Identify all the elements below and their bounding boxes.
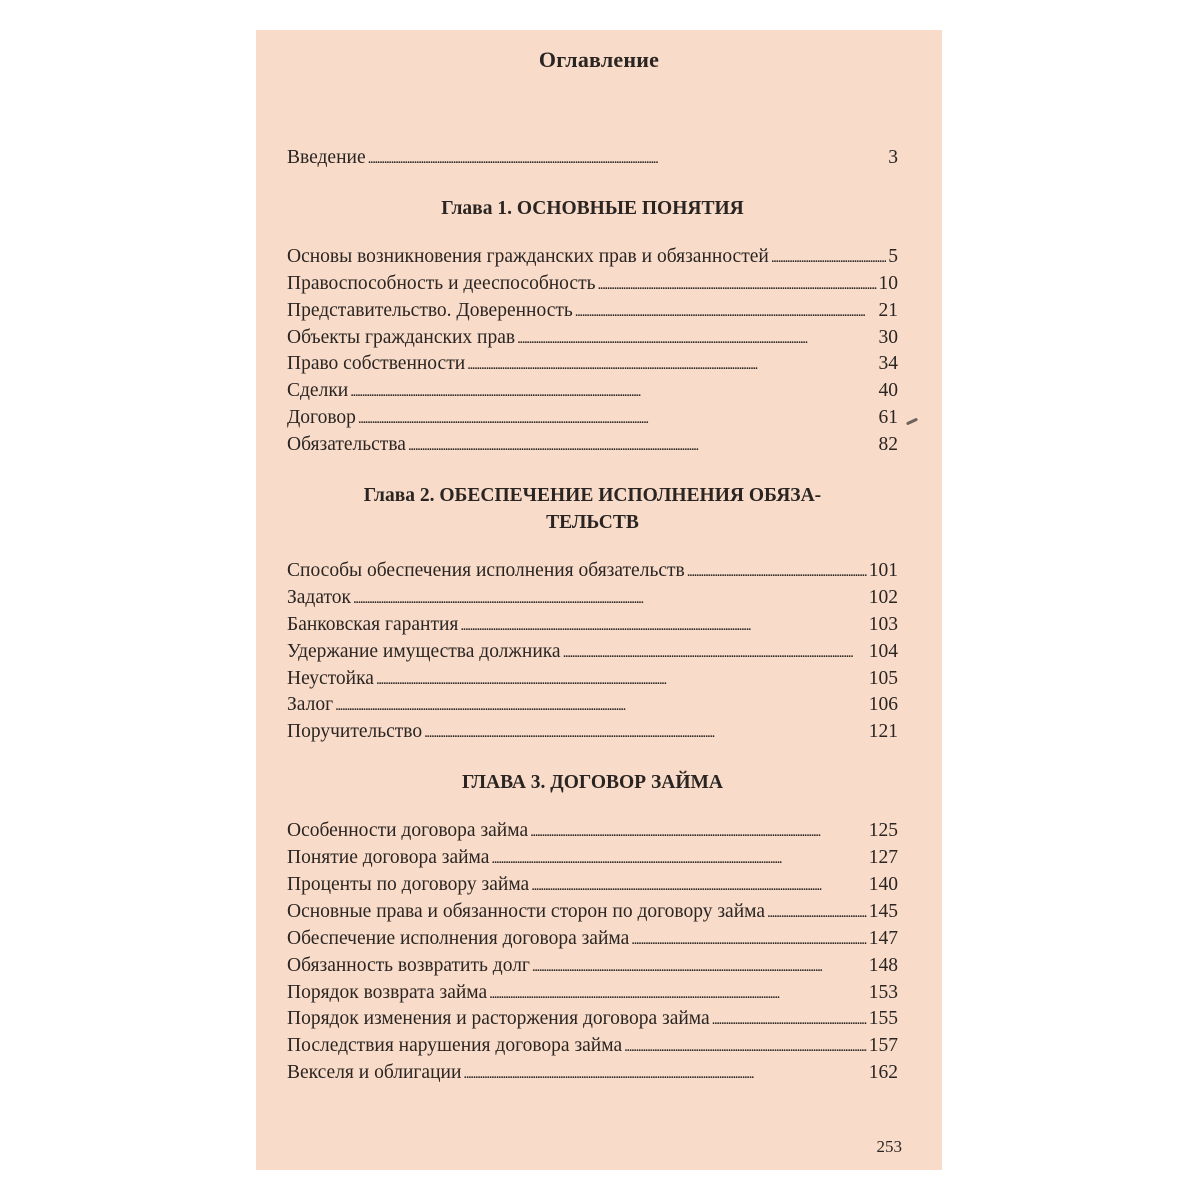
toc-entry	[287, 327, 898, 354]
toc-entry-label: Право собственности	[287, 353, 466, 375]
toc-entry	[287, 928, 898, 955]
toc-entry	[287, 380, 898, 407]
dot-leader	[408, 434, 877, 456]
toc-entry	[287, 1035, 898, 1062]
toc-entry-label: Обязанность возвратить долг	[287, 954, 530, 976]
dot-leader	[624, 1035, 867, 1057]
toc-entry	[287, 273, 898, 300]
toc-entry-page: 61	[878, 407, 898, 429]
toc-entry	[287, 955, 898, 982]
dot-leader	[489, 982, 867, 1004]
toc-entry	[287, 560, 898, 587]
toc-entry	[287, 982, 898, 1009]
toc-entry-label: Договор	[287, 407, 356, 429]
dot-leader	[631, 928, 866, 950]
toc-entry-label: Сделки	[287, 380, 349, 402]
toc-entry-page: 140	[868, 874, 898, 896]
page-number: 253	[876, 1137, 902, 1156]
toc-entry-label: Правоспособность и дееспособность	[287, 272, 596, 294]
toc-entry-label: Задаток	[287, 586, 351, 608]
dot-leader	[467, 353, 876, 375]
dot-leader	[532, 955, 867, 977]
toc-entry-label: Понятие договора займа	[287, 847, 490, 869]
toc-entry-page: 106	[868, 694, 898, 716]
dot-leader	[376, 668, 867, 690]
spacer	[287, 222, 898, 246]
toc-entry-label: Удержание имущества должника	[287, 640, 561, 662]
toc-entry	[287, 407, 898, 434]
toc-entry	[287, 641, 898, 668]
dot-leader	[335, 694, 867, 716]
dot-leader	[575, 300, 877, 322]
toc-entry-label: Особенности договора займа	[287, 820, 529, 842]
toc-entry-page: 21	[878, 299, 898, 321]
toc-entry-page: 162	[868, 1062, 898, 1084]
toc-entry-page: 82	[878, 434, 898, 456]
toc-entry-page: 127	[868, 847, 898, 869]
toc-entry	[287, 1062, 898, 1089]
toc-entry	[287, 668, 898, 695]
toc-entry	[287, 721, 898, 748]
toc-entry-page: 30	[878, 326, 898, 348]
dot-leader	[353, 587, 867, 609]
toc-entry-page: 153	[868, 981, 898, 1003]
toc-entry-page: 34	[878, 353, 898, 375]
dot-leader	[517, 327, 876, 349]
toc-entry-page: 147	[868, 927, 898, 949]
toc-entry	[287, 353, 898, 380]
toc-entry-page: 10	[878, 272, 898, 294]
toc-entry-label: Поручительство	[287, 721, 423, 743]
dot-leader	[531, 874, 867, 896]
dot-leader	[712, 1008, 867, 1030]
toc-entry-label: Представительство. Доверенность	[287, 299, 573, 321]
dot-leader	[350, 380, 876, 402]
spacer	[287, 796, 898, 820]
dot-leader	[687, 560, 867, 582]
dot-leader	[767, 901, 867, 923]
toc-entry-page: 104	[868, 640, 898, 662]
toc-entry-intro	[287, 147, 898, 174]
toc-entry	[287, 820, 898, 847]
dot-leader	[491, 847, 866, 869]
toc-entry-label: Последствия нарушения договора займа	[287, 1035, 623, 1057]
toc-entry	[287, 614, 898, 641]
toc-entry-label: Залог	[287, 694, 334, 716]
toc-entry-label: Основные права и обязанности сторон по договору займа	[287, 900, 766, 922]
toc-entry-label: Основы возникновения гражданских прав и обязанностей	[287, 245, 769, 267]
chapter-heading-3: ГЛАВА 3. ДОГОВОР ЗАЙМА	[462, 772, 723, 794]
toc-entry-label: Проценты по договору займа	[287, 874, 530, 896]
toc-entry-page: 3	[888, 147, 898, 168]
toc-entry	[287, 1008, 898, 1035]
chapter-heading-1: Глава 1. ОСНОВНЫЕ ПОНЯТИЯ	[441, 197, 744, 219]
book-page	[256, 30, 942, 1170]
toc-entry-label: Объекты гражданских прав	[287, 326, 516, 348]
page-title: Оглавление	[538, 47, 660, 72]
toc-entry-page: 121	[868, 721, 898, 743]
toc-entry-page: 145	[868, 900, 898, 922]
toc-entry-label: Неустойка	[287, 667, 374, 689]
toc-entry	[287, 901, 898, 928]
spacer	[287, 461, 898, 482]
toc-entry-page: 148	[868, 954, 898, 976]
toc-entry	[287, 587, 898, 614]
toc-entry-page: 102	[868, 586, 898, 608]
spacer	[287, 174, 898, 195]
dot-leader	[598, 273, 877, 295]
chapter-heading-2: Глава 2. ОБЕСПЕЧЕНИЕ ИСПОЛНЕНИЯ ОБЯЗА- ТЕЛЬСТВ	[363, 485, 822, 534]
dot-leader	[463, 1062, 866, 1084]
toc-entry-page: 101	[868, 560, 898, 582]
dot-leader	[358, 407, 877, 429]
toc-entry-page: 157	[868, 1035, 898, 1057]
dot-leader	[563, 641, 867, 663]
toc-entry-page: 5	[888, 245, 898, 267]
toc-entry-label: Способы обеспечения исполнения обязательств	[287, 560, 685, 582]
toc-entry-page: 155	[868, 1008, 898, 1030]
spacer	[287, 748, 898, 769]
chapters-list	[287, 174, 898, 1089]
ink-mark	[906, 418, 918, 426]
toc-entry	[287, 434, 898, 461]
dot-leader	[368, 147, 887, 169]
spacer	[287, 536, 898, 560]
toc-entry	[287, 300, 898, 327]
toc-entry-label: Обеспечение исполнения договора займа	[287, 927, 630, 949]
toc-entry-label: Банковская гарантия	[287, 613, 459, 635]
table-of-contents	[287, 147, 898, 1089]
toc-entry-page: 125	[868, 820, 898, 842]
dot-leader	[424, 721, 867, 743]
toc-entry	[287, 694, 898, 721]
toc-entry	[287, 246, 898, 273]
toc-entry-label: Порядок возврата займа	[287, 981, 488, 1003]
toc-entry-page: 105	[868, 667, 898, 689]
dot-leader	[771, 246, 886, 268]
dot-leader	[530, 820, 867, 842]
toc-entry-page: 40	[878, 380, 898, 402]
toc-entry-label: Введение	[287, 147, 366, 168]
toc-entry-label: Обязательства	[287, 434, 406, 456]
toc-entry-page: 103	[868, 613, 898, 635]
toc-entry-label: Порядок изменения и расторжения договора займа	[287, 1008, 710, 1030]
toc-entry-label: Векселя и облигации	[287, 1062, 462, 1084]
toc-entry	[287, 847, 898, 874]
dot-leader	[460, 614, 866, 636]
toc-entry	[287, 874, 898, 901]
